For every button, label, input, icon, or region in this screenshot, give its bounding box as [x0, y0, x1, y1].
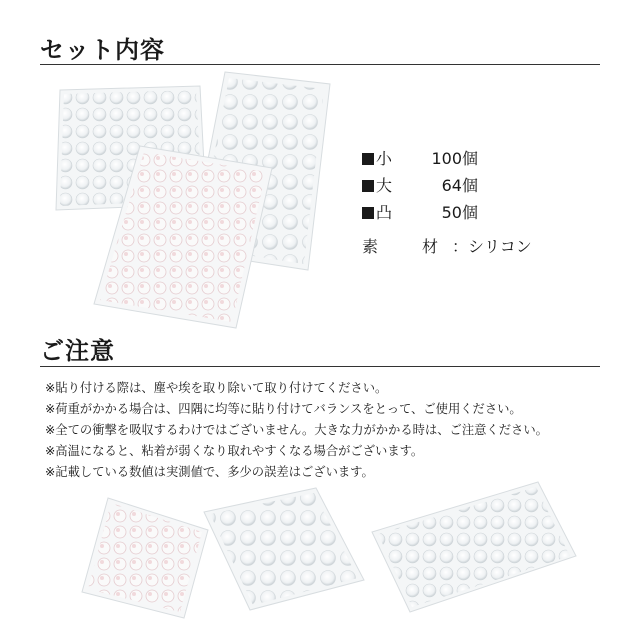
item-convex [362, 199, 532, 226]
product-photo-sheets [40, 72, 340, 332]
cautions-list [45, 378, 548, 483]
product-photo-large-sheet [198, 488, 368, 616]
item-count: 100個 [431, 149, 478, 168]
caution-note: ※記載している数値は実測値で、多少の誤差はございます。 [45, 465, 374, 479]
set-contents-title: セット内容 [40, 36, 165, 64]
caution-note: ※全ての衝撃を吸収するわけではございません。大きな力がかかる時は、ご注意ください。 [45, 423, 548, 437]
item-small [362, 145, 532, 172]
item-name: 凸 [376, 203, 393, 222]
set-contents-list [362, 145, 532, 260]
product-photo-small-sheet [370, 480, 580, 616]
material-value: ：シリコン [452, 237, 532, 256]
item-name: 大 [376, 176, 393, 195]
item-count: 64個 [441, 176, 478, 195]
product-photo-dome-sheet [80, 492, 210, 620]
item-large [362, 172, 532, 199]
bullet-square-icon [362, 180, 374, 192]
bullet-square-icon [362, 207, 374, 219]
material-row [362, 233, 532, 260]
cautions-title: ご注意 [40, 337, 115, 365]
item-count: 50個 [441, 203, 478, 222]
material-label: 素 材 [362, 237, 453, 256]
bullet-square-icon [362, 153, 374, 165]
caution-note: ※荷重がかかる場合は、四隅に均等に貼り付けてバランスをとって、ご使用ください。 [45, 402, 522, 416]
item-name: 小 [376, 149, 393, 168]
section-divider [40, 366, 600, 367]
section-divider [40, 64, 600, 65]
caution-note: ※貼り付ける際は、塵や埃を取り除いて取り付けてください。 [45, 381, 388, 395]
caution-note: ※高温になると、粘着が弱くなり取れやすくなる場合がございます。 [45, 444, 424, 458]
